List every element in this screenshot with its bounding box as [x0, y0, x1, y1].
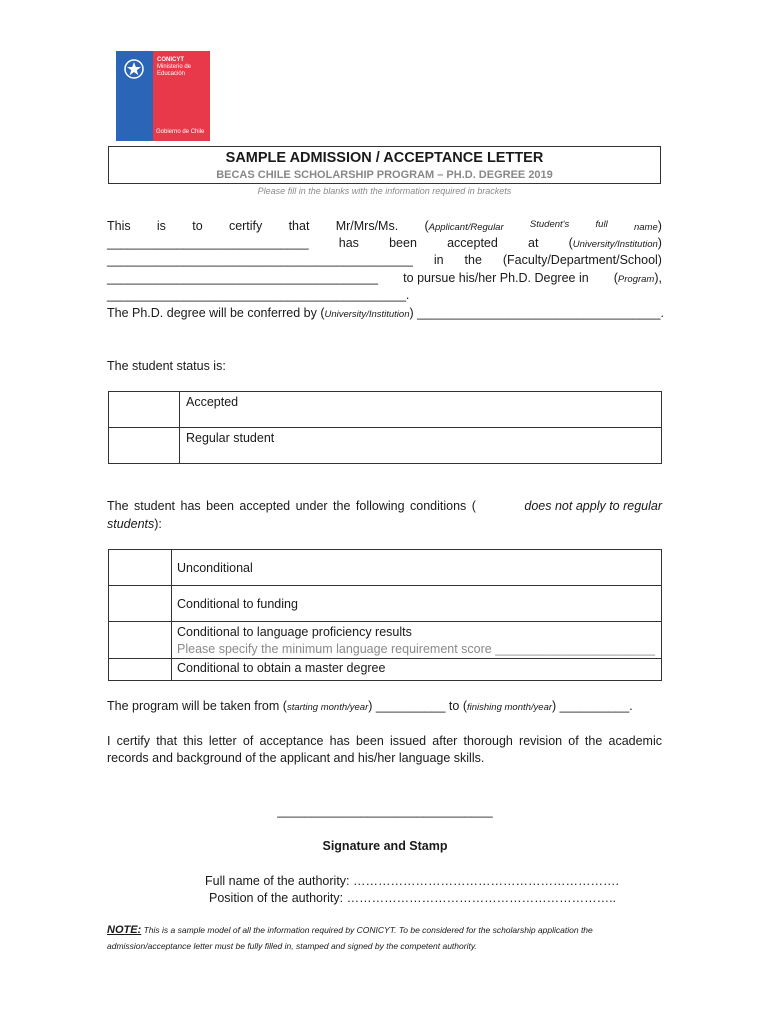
page-subtitle: BECAS CHILE SCHOLARSHIP PROGRAM – PH.D. DEGREE 2019 [216, 169, 553, 181]
note [107, 922, 667, 954]
text: ): [154, 517, 162, 531]
table-row [109, 428, 662, 464]
word: been [389, 236, 417, 250]
university-blank: ___________________________________. [417, 306, 664, 320]
page-title: SAMPLE ADMISSION / ACCEPTANCE LETTER [225, 150, 544, 166]
hint-word: Student's [529, 219, 570, 230]
word: has [338, 236, 359, 250]
condition-option: Conditional to funding [172, 586, 662, 622]
logo-footer: Gobierno de Chile [156, 129, 205, 135]
condition-option: Conditional to obtain a master degree [172, 659, 662, 681]
word: the [464, 253, 482, 267]
paren: ( [424, 219, 429, 233]
name-blank: _____________________________ [107, 236, 309, 250]
table-row [109, 622, 662, 659]
text: The student has been accepted under the following conditions ( [107, 499, 476, 513]
instructions: Please fill in the blanks with the information required in brackets [257, 186, 512, 196]
faculty-blank: _______________________________________ [107, 271, 379, 285]
authority-fullname: Full name of the authority: ………………………………………………………. [205, 874, 619, 888]
hint: University/Institution [572, 239, 658, 250]
university-blank: ____________________________________________ [107, 253, 413, 267]
certify-line-2: _____________________________ has been accepted at (University/Institution) [107, 236, 662, 250]
blank: __________. [559, 699, 633, 713]
text: does not apply to regular [524, 499, 662, 513]
conicyt-logo [116, 51, 210, 141]
logo-org-name: CONICYT [157, 57, 184, 63]
certify2-line-1: I certify that this letter of acceptance has been issued after thorough revision of the academic [107, 734, 662, 748]
language-note: Please specify the minimum language requirement score _______________________ [177, 642, 656, 656]
checkbox-cell[interactable] [109, 622, 172, 659]
checkbox-cell[interactable] [109, 392, 180, 428]
table-row [109, 586, 662, 622]
certify2-line-2: records and background of the applicant and his/her language skills. [107, 751, 485, 765]
conditions-intro-2 [107, 517, 662, 531]
word: certify [228, 219, 263, 233]
certify-line-5: ___________________________________________. [107, 288, 410, 302]
word: is [156, 219, 166, 233]
note-text: This is a sample model of all the information required by CONICYT. To be considered for the scholarship application the [141, 925, 593, 935]
logo-line3: Educación [157, 71, 186, 77]
conditions-intro [107, 499, 662, 513]
signature-line: _______________________________ [277, 804, 493, 818]
condition-option: Unconditional [172, 550, 662, 586]
status-label: The student status is: [107, 359, 226, 373]
text: to pursue his/her Ph.D. Degree in [403, 271, 589, 285]
text: The Ph.D. degree will be conferred by [107, 306, 317, 320]
checkbox-cell[interactable] [109, 550, 172, 586]
word: This [107, 219, 131, 233]
hint-word: name [633, 222, 658, 233]
status-option: Accepted [180, 392, 662, 428]
status-option: Regular student [180, 428, 662, 464]
word: at [528, 236, 539, 250]
signature-label: Signature and Stamp [322, 839, 448, 853]
hint: University/Institution [324, 309, 410, 320]
text: The program will be taken from [107, 699, 280, 713]
text: to [448, 699, 460, 713]
word: Mr/Mrs/Ms. [335, 219, 399, 233]
table-row [109, 392, 662, 428]
word: (Faculty/Department/School) [502, 253, 662, 267]
word: in [433, 253, 444, 267]
hint-word: Applicant/Regular [428, 222, 504, 233]
hint: finishing month/year [467, 702, 553, 713]
table-row [109, 659, 662, 681]
checkbox-cell[interactable] [109, 586, 172, 622]
header-box [108, 146, 661, 184]
coat-of-arms-icon [123, 58, 145, 80]
note-text: admission/acceptance letter must be fully filled in, stamped and signed by the competent authority. [107, 941, 477, 951]
word: accepted [447, 236, 498, 250]
word: to [192, 219, 203, 233]
program-line: The program will be taken from (starting month/year) __________ to (finishing month/year) __________. [107, 699, 633, 713]
note-label: NOTE: [107, 924, 142, 936]
certify-line-6: The Ph.D. degree will be conferred by (University/Institution) ___________________________________. [107, 306, 664, 320]
blank: __________ [375, 699, 446, 713]
condition-label: Conditional to language proficiency results [177, 625, 412, 639]
paren: ) [657, 219, 662, 233]
checkbox-cell[interactable] [109, 428, 180, 464]
conditions-table [108, 549, 662, 681]
status-table [108, 391, 662, 464]
text: students [107, 517, 155, 531]
hint: starting month/year [286, 702, 369, 713]
logo-line2: Ministerio de [157, 64, 192, 70]
checkbox-cell[interactable] [109, 659, 172, 681]
word: that [288, 219, 310, 233]
certify-line-3 [107, 253, 662, 267]
authority-position: Position of the authority: ……………………………………………………….. [209, 891, 617, 905]
certify-line-1 [107, 219, 662, 233]
certify-line-4: _______________________________________ to pursue his/her Ph.D. Degree in (Program), [107, 271, 662, 285]
logo-blue-panel [116, 51, 153, 141]
condition-option [172, 622, 662, 659]
table-row [109, 550, 662, 586]
hint-word: full [595, 219, 608, 230]
hint: Program [617, 274, 655, 285]
